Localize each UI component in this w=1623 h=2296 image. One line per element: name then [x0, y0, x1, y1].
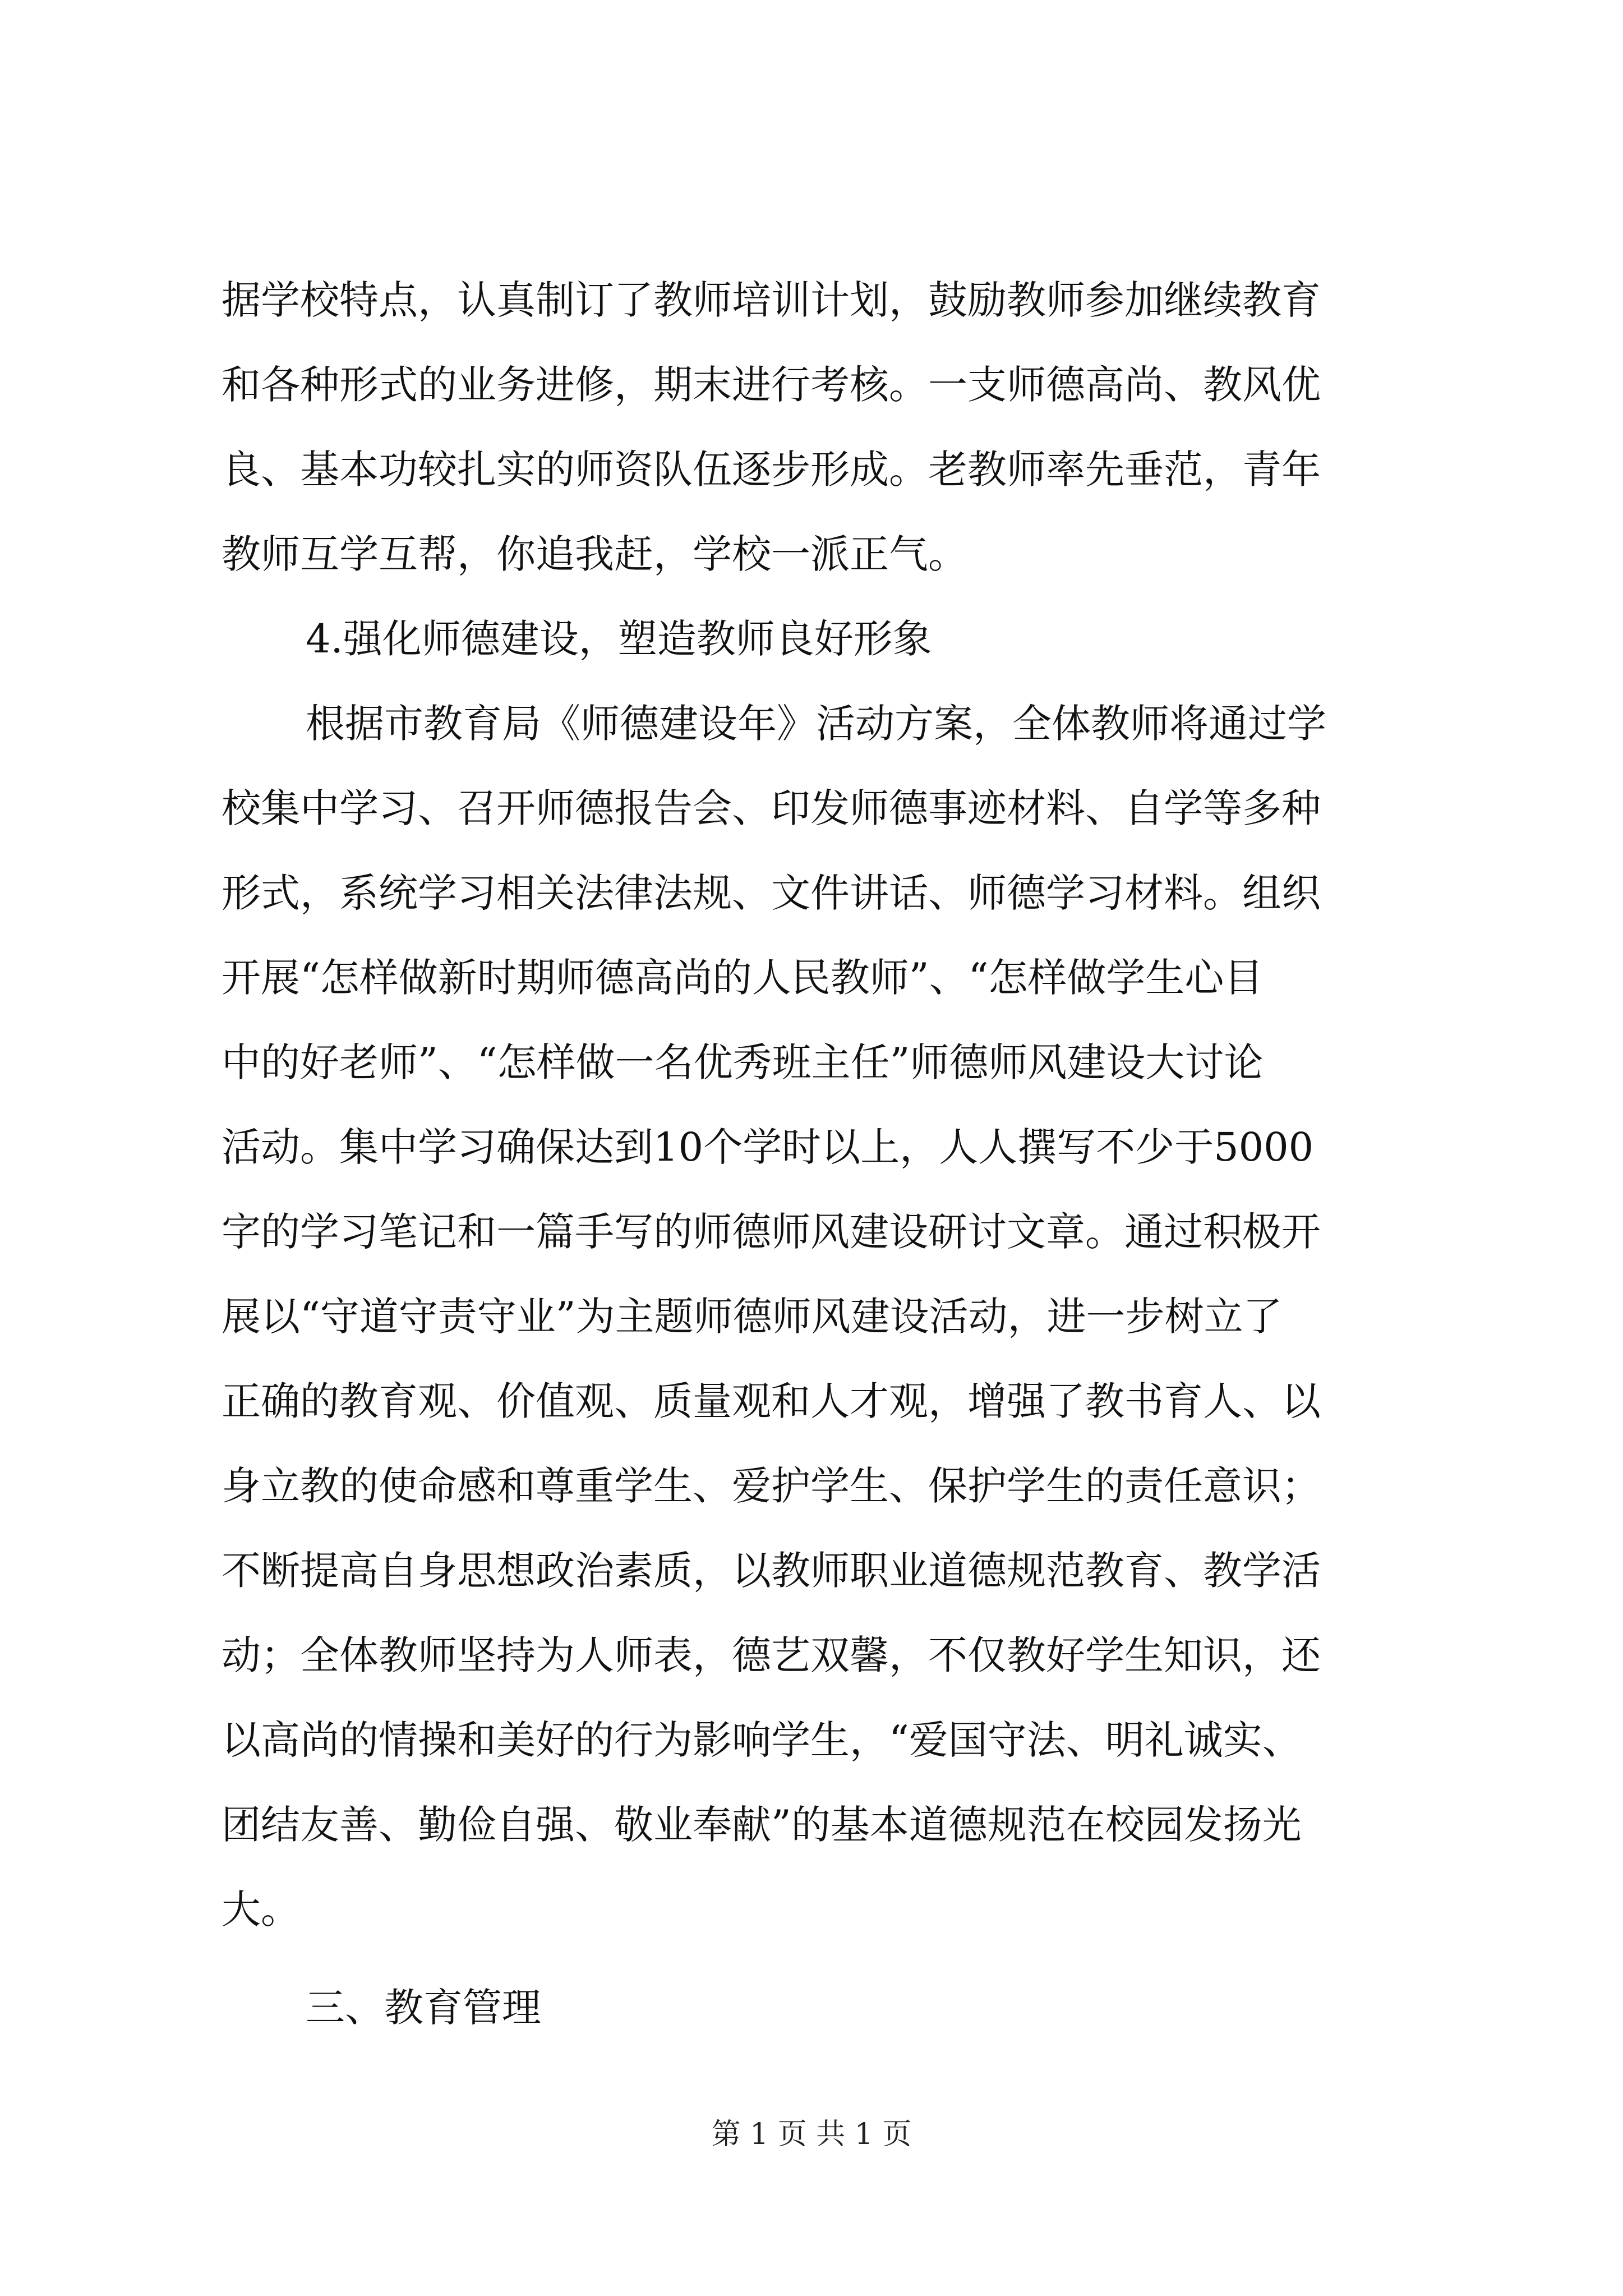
- page-footer: 第 1 页 共 1 页: [711, 2118, 912, 2151]
- paragraph-line: 活动。集中学习确保达到10个学时以上，人人撰写不少于5000: [222, 1124, 1314, 1170]
- paragraph-line: 和各种形式的业务进修，期末进行考核。一支师德高尚、教风优: [222, 362, 1321, 408]
- paragraph-line: 校集中学习、召开师德报告会、印发师德事迹材料、自学等多种: [222, 785, 1321, 831]
- paragraph-line: 正确的教育观、价值观、质量观和人才观，增强了教书育人、以: [222, 1378, 1321, 1424]
- paragraph-line: 不断提高自身思想政治素质，以教师职业道德规范教育、教学活: [222, 1548, 1321, 1594]
- section-heading: 4.强化师德建设，塑造教师良好形象: [306, 616, 932, 662]
- section-heading: 三、教育管理: [306, 1985, 541, 2031]
- document-body: [222, 258, 1410, 2050]
- paragraph-line: 团结友善、勤俭自强、敬业奉献”的基本道德规范在校园发扬光: [222, 1802, 1302, 1848]
- paragraph-line: 形式，系统学习相关法律法规、文件讲话、师德学习材料。组织: [222, 870, 1321, 916]
- paragraph-line: 身立教的使命感和尊重学生、爱护学生、保护学生的责任意识；: [222, 1463, 1321, 1509]
- paragraph-line: 中的好老师”、“怎样做一名优秀班主任”师德师风建设大讨论: [222, 1039, 1264, 1085]
- paragraph-line: 字的学习笔记和一篇手写的师德师风建设研讨文章。通过积极开: [222, 1209, 1321, 1255]
- paragraph-line: 据学校特点，认真制订了教师培训计划，鼓励教师参加继续教育: [222, 277, 1321, 323]
- paragraph-line: 良、基本功较扎实的师资队伍逐步形成。老教师率先垂范，青年: [222, 447, 1321, 493]
- paragraph-line: 以高尚的情操和美好的行为影响学生，“爱国守法、明礼诚实、: [222, 1717, 1302, 1763]
- paragraph-line: 根据市教育局《师德建设年》活动方案，全体教师将通过学: [306, 701, 1326, 747]
- paragraph-line: 动；全体教师坚持为人师表，德艺双馨，不仅教好学生知识，还: [222, 1632, 1321, 1678]
- paragraph-line: 教师互学互帮，你追我赶，学校一派正气。: [222, 531, 967, 577]
- paragraph-line: 大。: [222, 1887, 300, 1932]
- paragraph-line: 展以“守道守责守业”为主题师德师风建设活动，进一步树立了: [222, 1294, 1283, 1340]
- paragraph-line: 开展“怎样做新时期师德高尚的人民教师”、“怎样做学生心目: [222, 955, 1264, 1001]
